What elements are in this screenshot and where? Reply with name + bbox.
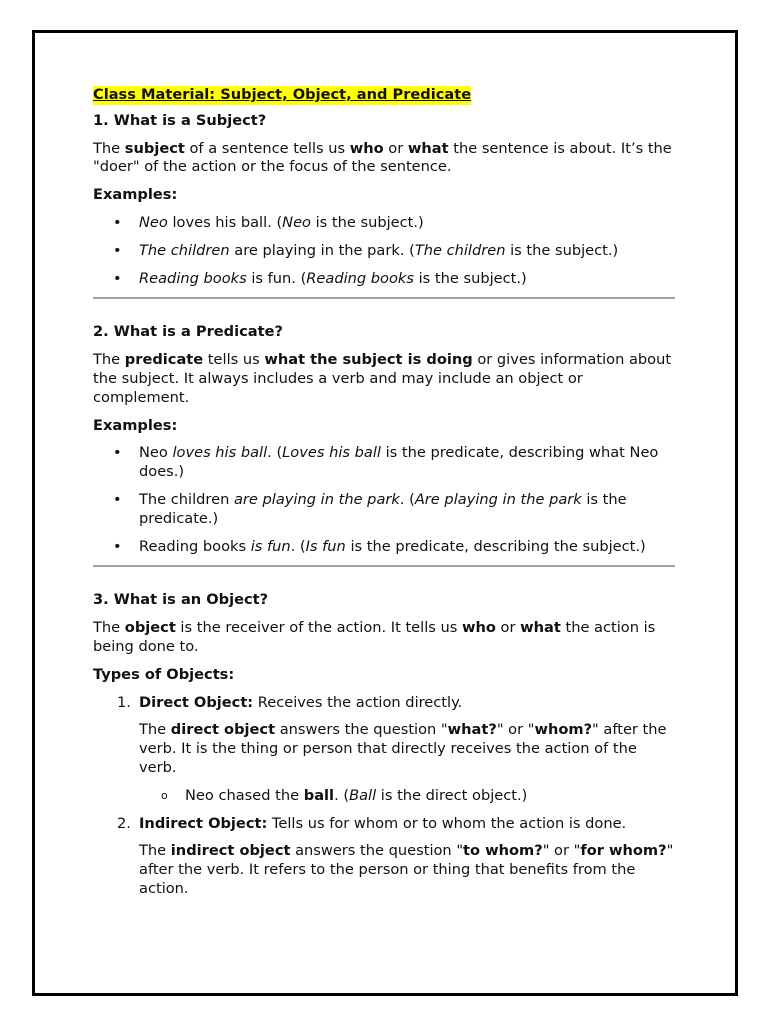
- bullet-icon: •: [113, 537, 122, 555]
- list-item: o Neo chased the ball. (Ball is the direct object.): [161, 786, 528, 804]
- examples-label: Examples:: [93, 416, 178, 434]
- list-item: • Neo loves his ball. (Neo is the subject.): [113, 213, 424, 231]
- list-number: 1.: [117, 693, 131, 711]
- section-heading-subject: 1. What is a Subject?: [93, 111, 267, 129]
- direct-object-explanation: The direct object answers the question "what?" or "whom?" after the verb. It is the thing or person that directly receives the action of the verb.: [139, 721, 667, 776]
- bullet-icon: •: [113, 269, 122, 287]
- subject-definition: The subject of a sentence tells us who or what the sentence is about. It’s the "doer" of the action or the focus of the sentence.: [93, 139, 672, 176]
- list-item: • Reading books is fun. (Reading books is the subject.): [113, 269, 527, 287]
- circle-bullet-icon: o: [161, 788, 168, 802]
- object-type-indirect: 2. Indirect Object: Tells us for whom or to whom the action is done. The indirect object answers the question "to whom?" or "for whom?" after the verb. It refers to the person or thing that benefits from the action.: [117, 814, 674, 897]
- section-divider: [93, 565, 675, 567]
- bullet-icon: •: [113, 444, 122, 462]
- document-body: [93, 86, 675, 908]
- types-label: Types of Objects:: [93, 665, 235, 683]
- predicate-definition: The predicate tells us what the subject is doing or gives information about the subject. It always includes a verb and may include an object or complement.: [93, 351, 672, 406]
- predicate-examples: [93, 444, 675, 556]
- section-heading-predicate: 2. What is a Predicate?: [93, 323, 283, 341]
- list-item: • The children are playing in the park. (The children is the subject.): [113, 241, 619, 259]
- bullet-icon: •: [113, 241, 122, 259]
- examples-label: Examples:: [93, 186, 178, 204]
- list-item: • The children are playing in the park. (Are playing in the park is the predicate.): [113, 490, 627, 527]
- object-definition: The object is the receiver of the action. It tells us who or what the action is being done to.: [93, 619, 656, 655]
- list-number: 2.: [117, 814, 131, 832]
- bullet-icon: •: [113, 213, 122, 231]
- indirect-object-explanation: The indirect object answers the question "to whom?" or "for whom?" after the verb. It refers to the person or thing that benefits from the action.: [139, 842, 674, 897]
- list-item: • Reading books is fun. (Is fun is the predicate, describing the subject.): [113, 537, 646, 555]
- list-item: • Neo loves his ball. (Loves his ball is the predicate, describing what Neo does.): [113, 444, 659, 481]
- bullet-icon: •: [113, 490, 122, 508]
- object-types-list: [93, 694, 675, 899]
- object-type-direct: 1. Direct Object: Receives the action directly. The direct object answers the question "what?" or "whom?" after the verb. It is the thing or person that directly receives the action of the verb. o Neo chased the ball. (Ball is the direct object.): [93, 694, 675, 806]
- section-divider: [93, 297, 675, 299]
- section-heading-object: 3. What is an Object?: [93, 591, 269, 609]
- subject-examples: [93, 214, 675, 288]
- document-title: Class Material: Subject, Object, and Predicate: [93, 86, 472, 103]
- direct-object-example: [139, 787, 675, 806]
